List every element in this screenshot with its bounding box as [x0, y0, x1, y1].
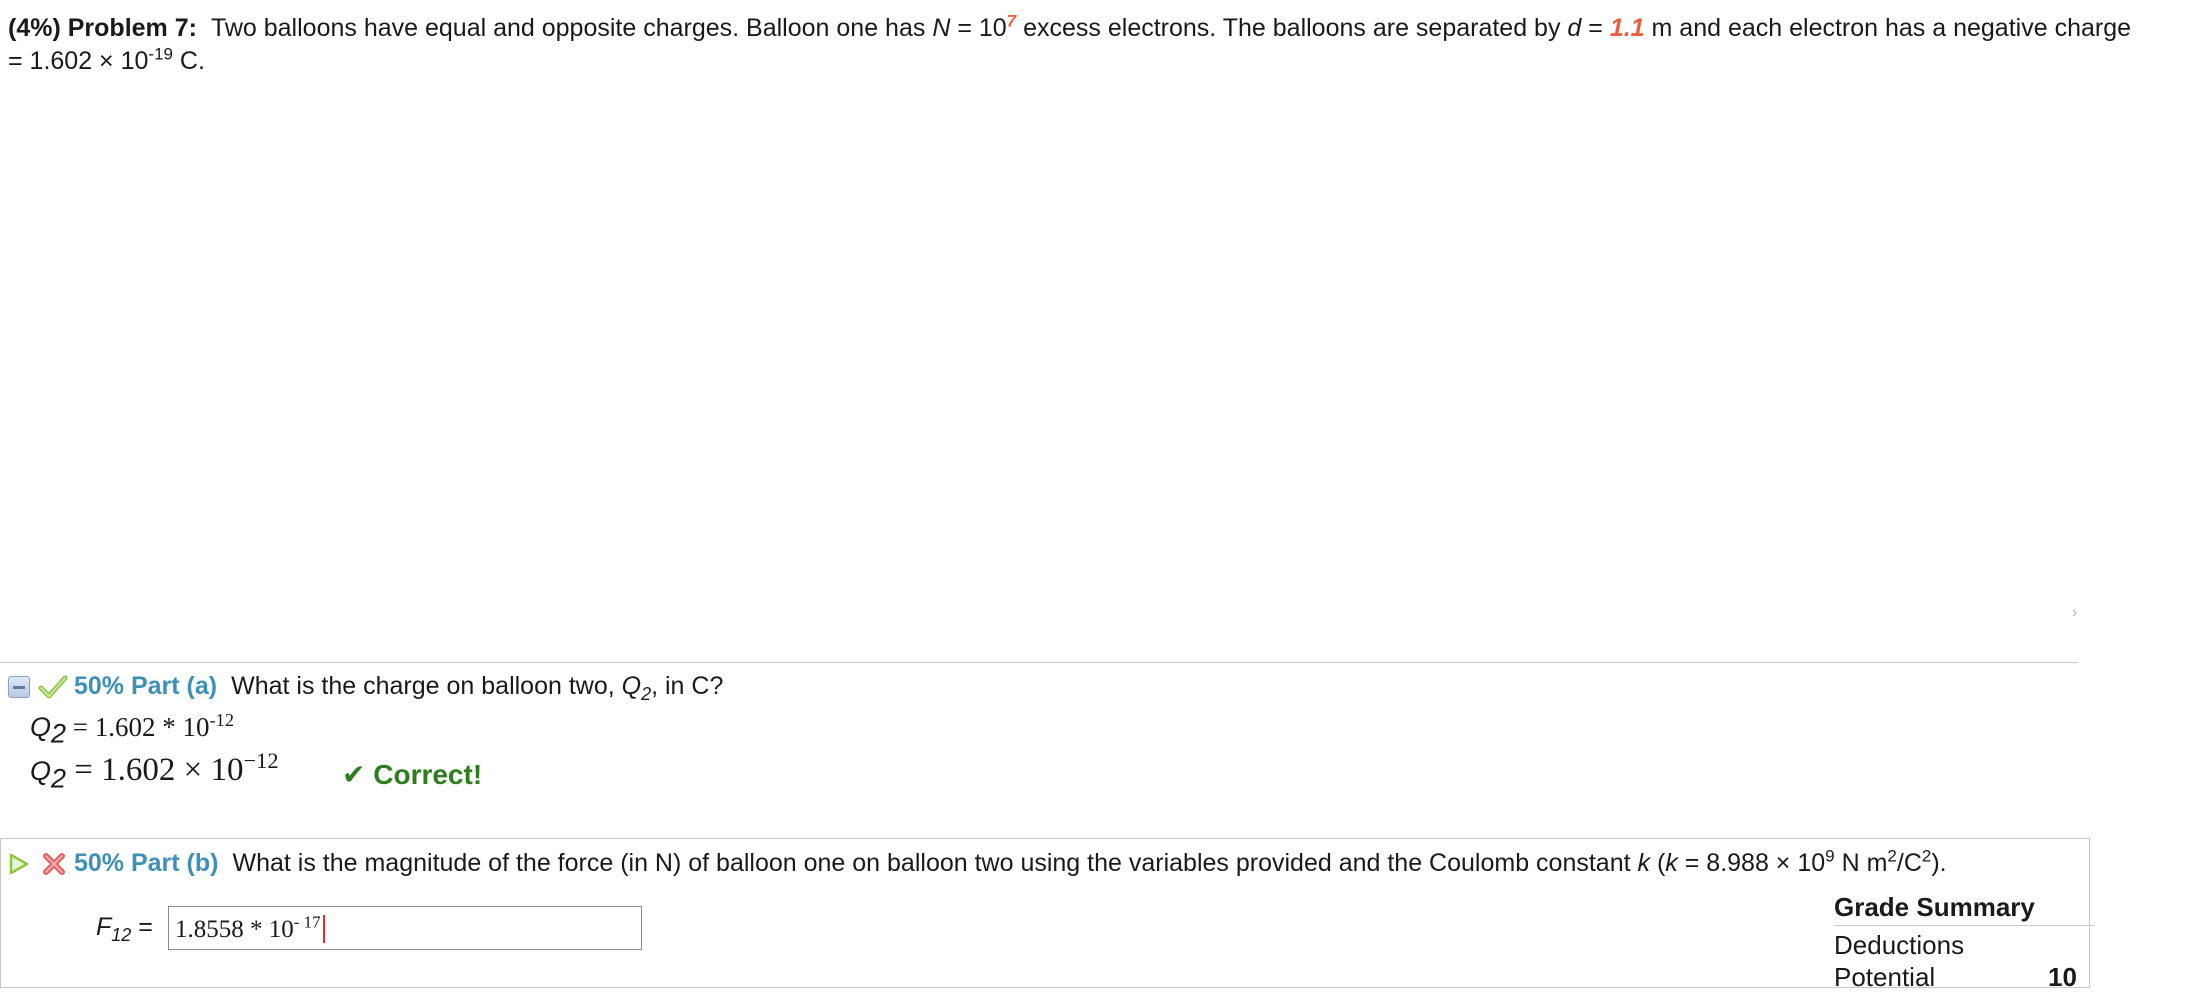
var-n: N: [932, 14, 951, 42]
part-b-label[interactable]: 50% Part (b): [74, 849, 219, 877]
exponent-n: 7: [1006, 11, 1017, 31]
collapse-icon[interactable]: [8, 676, 30, 698]
k-var-2: k: [1665, 849, 1678, 877]
chevron-right-icon: ›: [2072, 604, 2078, 621]
input-value-sup: - 17: [293, 912, 321, 932]
problem-statement: [8, 12, 2208, 78]
k-unit-exp: 2: [1887, 846, 1897, 866]
f12-label: [96, 913, 153, 945]
part-a-header: [8, 672, 724, 704]
part-a-entered-answer: [30, 710, 235, 749]
var-d: d: [1567, 14, 1582, 42]
divider: [0, 662, 2078, 663]
problem-text: Two balloons have equal and opposite charges. Balloon one has: [210, 14, 933, 42]
k-unit-2-exp: 2: [1921, 846, 1932, 866]
rendered-exp: −12: [243, 748, 279, 773]
k-unit-2: /C: [1896, 849, 1922, 877]
input-value: 1.8558 * 10: [175, 916, 294, 943]
grade-summary: [1834, 892, 2094, 994]
grade-row-label: Potential: [1834, 962, 1936, 992]
f-var: F: [96, 913, 112, 941]
k-unit: N m: [1834, 849, 1888, 877]
problem-text-eq: = 10: [950, 14, 1007, 42]
problem-weight: (4%): [8, 14, 61, 42]
problem-text-eq2: =: [1581, 14, 1610, 42]
answer-exp: -12: [209, 710, 235, 730]
part-a-question: [231, 672, 724, 704]
answer-input[interactable]: [168, 906, 642, 950]
problem-line2-exp: -19: [148, 44, 173, 64]
paren-open: (: [1650, 849, 1666, 877]
problem-line2: = 1.602 × 10: [8, 47, 149, 75]
k-exp: 9: [1825, 846, 1835, 866]
part-a-question-text: What is the charge on balloon two,: [231, 672, 622, 700]
correct-status: ✔ Correct!: [342, 759, 483, 790]
value-d: 1.1: [1609, 14, 1645, 42]
part-b-header: [8, 846, 1947, 878]
x-icon: [40, 850, 68, 878]
grade-row-potential: [1834, 962, 2094, 994]
part-a-rendered-answer: [30, 748, 279, 794]
text-caret: [323, 915, 325, 943]
answer-text: = 1.602 * 10: [66, 712, 210, 742]
problem-text-2: excess electrons. The balloons are separated by: [1016, 14, 1568, 42]
play-icon[interactable]: [8, 851, 30, 877]
paren-close: ).: [1931, 849, 1947, 877]
problem-line2-unit: C.: [172, 47, 205, 75]
part-a-question-sub: 2: [641, 684, 652, 704]
answer-sub: 2: [51, 718, 67, 749]
problem-number: Problem 7:: [67, 14, 197, 42]
answer-var: Q: [30, 712, 52, 742]
k-var: k: [1637, 849, 1651, 877]
part-a-label[interactable]: 50% Part (a): [74, 672, 218, 700]
check-icon: [38, 674, 68, 700]
f-sub: 12: [111, 925, 132, 945]
grade-row-value: 10: [2048, 962, 2077, 992]
f-eq: =: [131, 913, 153, 941]
grade-summary-title: Grade Summary: [1834, 892, 2094, 926]
part-a-question-post: , in C?: [651, 672, 724, 700]
rendered-text: = 1.602 × 10: [66, 752, 244, 788]
rendered-sub: 2: [51, 763, 67, 794]
part-b-question-text: What is the magnitude of the force (in N) of balloon one on balloon two using the variables provided and the Coulomb constant: [232, 849, 1638, 877]
grade-row-label: Deductions: [1834, 930, 1965, 960]
part-a-question-var: Q: [621, 672, 642, 700]
part-b-question: [232, 846, 1947, 878]
k-text: = 8.988 × 10: [1677, 849, 1826, 877]
rendered-var: Q: [30, 756, 52, 786]
grade-row-deductions: [1834, 930, 2094, 962]
problem-text-3: m and each electron has a negative charge: [1644, 14, 2132, 42]
